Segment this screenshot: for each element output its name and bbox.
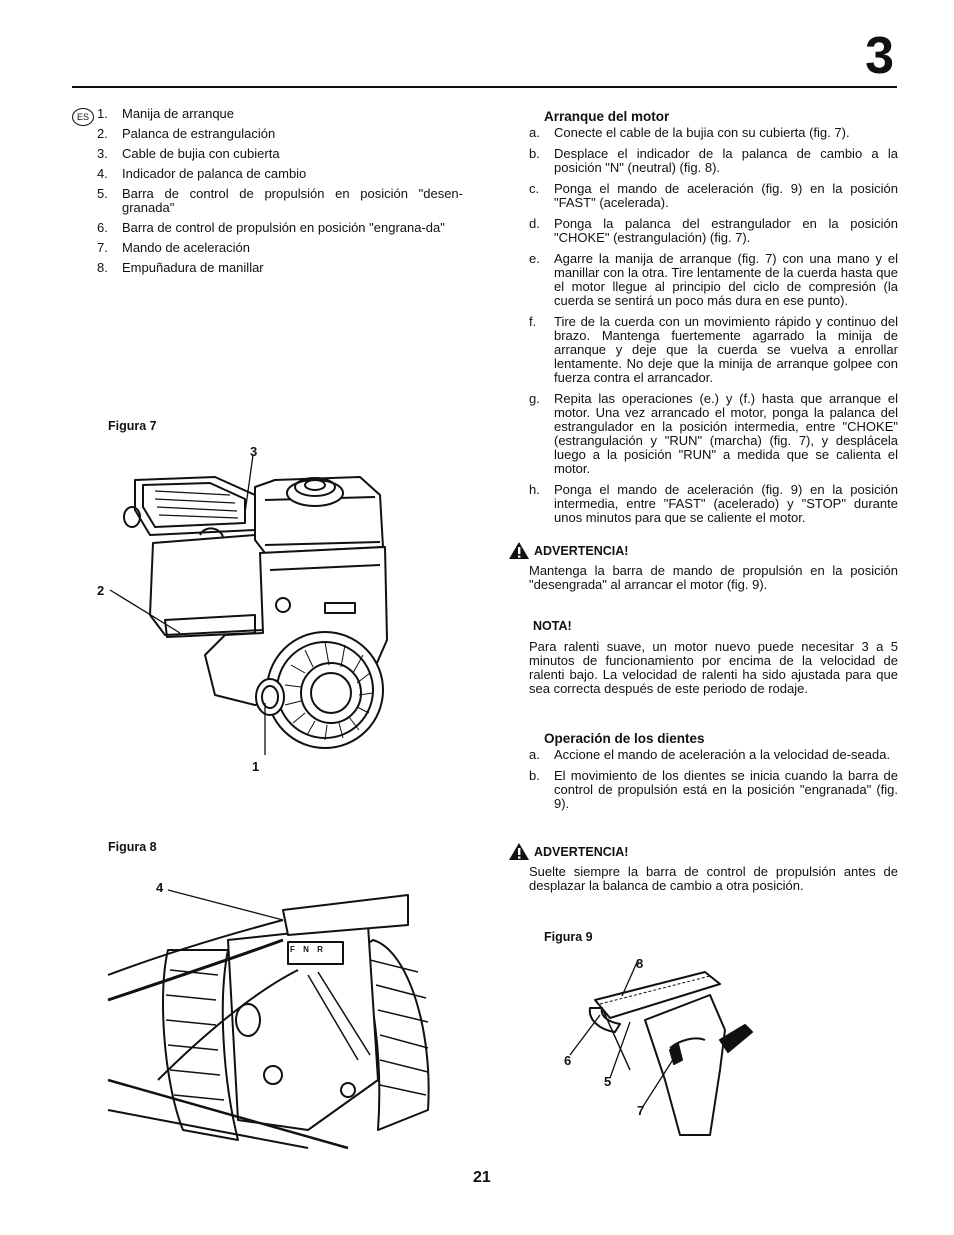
warning-1-text: Mantenga la barra de mando de propulsión en la posición "desengrada" al arrancar el motor (fig. 9).	[529, 563, 898, 592]
fig9-callout-5: 5	[604, 1074, 612, 1089]
fig9-callout-8: 8	[636, 956, 644, 971]
start-step	[529, 147, 898, 175]
legend-item-text: Cable de bujia con cubierta	[122, 146, 280, 161]
fig9-callout-6: 6	[564, 1053, 572, 1068]
figure-7-label: Figura 7	[108, 419, 157, 433]
warning-2-header	[508, 842, 628, 861]
handlebar-controls-illustration	[570, 960, 760, 1140]
start-step	[529, 126, 898, 140]
step-letter: e.	[529, 251, 540, 266]
step-text: Accione el mando de aceleración a la velocidad de-seada.	[554, 747, 891, 762]
legend-item-number: 3.	[97, 146, 108, 161]
legend-item	[97, 261, 463, 275]
page-number: 21	[473, 1169, 491, 1186]
start-step	[529, 252, 898, 308]
chapter-number: 3	[865, 27, 894, 85]
warning-2-title: ADVERTENCIA!	[534, 844, 629, 859]
tines-step	[529, 769, 898, 811]
step-letter: b.	[529, 146, 540, 161]
legend-item	[97, 107, 463, 121]
step-letter: c.	[529, 181, 540, 196]
legend-item-number: 8.	[97, 260, 108, 275]
language-badge: ES	[72, 108, 94, 126]
fig8-callout-4: 4	[156, 880, 164, 895]
engine-illustration	[105, 455, 405, 755]
parts-legend	[97, 107, 463, 281]
legend-item-text: Mando de aceleración	[122, 240, 250, 255]
step-text: Conecte el cable de la bujia con su cubierta (fig. 7).	[554, 125, 850, 140]
warning-1-title: ADVERTENCIA!	[534, 543, 629, 558]
start-section-title: Arranque del motor	[544, 109, 670, 124]
legend-item-number: 2.	[97, 126, 108, 141]
legend-item	[97, 147, 463, 161]
legend-item-text: Palanca de estrangulación	[122, 126, 276, 141]
step-text: El movimiento de los dientes se inicia cuando la barra de control de propulsión está en la posición "engranada" (fig. 9).	[554, 768, 898, 811]
shift-indicator-letters: F N R	[290, 945, 326, 954]
start-step	[529, 182, 898, 210]
fig7-callout-3: 3	[250, 444, 258, 459]
step-text: Agarre la manija de arranque (fig. 7) con una mano y el manillar con la otra. Tire lentamente de la cuerda hasta que el motor llegue al principio del ciclo de compresión (la cuerda se sentirá un poco más dura en ese punto).	[554, 251, 898, 308]
figure-9-label: Figura 9	[544, 930, 593, 944]
step-text: Ponga el mando de aceleración (fig. 9) en la posición "FAST" (acelerada).	[554, 181, 898, 210]
fig7-callout-2: 2	[97, 583, 105, 598]
legend-item-number: 6.	[97, 220, 108, 235]
start-section	[529, 110, 898, 532]
note-text: Para ralenti suave, un motor nuevo puede necesitar 3 a 5 minutos de funcionamiento por encima de la velocidad de ralenti bajo. La velocidad de ralenti ha sido ajustada para que sea correcta después de este periodo de rodaje.	[529, 639, 898, 696]
fig9-callout-7: 7	[637, 1103, 645, 1118]
legend-item-number: 1.	[97, 106, 108, 121]
step-text: Tire de la cuerda con un movimiento rápido y continuo del brazo. Mantenga fuertemente agarrado la minija de arranque y deje que la cuerda se vuelva a enrollar lentamente. No deje que la minija de arranque golpee con fuerza contra el arrancador.	[554, 314, 898, 385]
legend-item-number: 4.	[97, 166, 108, 181]
legend-item-text: Barra de control de propulsión en posición "desen-granada"	[122, 186, 463, 215]
header-rule	[72, 86, 897, 88]
warning-2-text: Suelte siempre la barra de control de propulsión antes de desplazar la balanca de cambio a otra posición.	[529, 864, 898, 893]
warning-1-header	[508, 541, 628, 560]
step-letter: g.	[529, 391, 540, 406]
legend-item	[97, 167, 463, 181]
step-letter: a.	[529, 125, 540, 140]
figure-8-label: Figura 8	[108, 840, 157, 854]
note-title: NOTA!	[533, 619, 572, 633]
legend-item-text: Indicador de palanca de cambio	[122, 166, 307, 181]
start-step	[529, 483, 898, 525]
start-step	[529, 392, 898, 476]
step-text: Desplace el indicador de la palanca de cambio a la posición "N" (neutral) (fig. 8).	[554, 146, 898, 175]
legend-item	[97, 187, 463, 215]
legend-item-text: Barra de control de propulsión en posición "engrana-da"	[122, 220, 445, 235]
shift-lever-illustration	[108, 880, 443, 1148]
legend-item	[97, 127, 463, 141]
step-text: Ponga el mando de aceleración (fig. 9) en la posición intermedia, entre "FAST" (acelerado) y "STOP" durante unos minutos para que se caliente el motor.	[554, 482, 898, 525]
legend-item-text: Manija de arranque	[122, 106, 235, 121]
tines-section-title: Operación de los dientes	[544, 731, 705, 746]
legend-item	[97, 241, 463, 255]
tines-steps	[529, 748, 898, 811]
fig7-callout-1: 1	[252, 759, 260, 774]
warning-triangle-icon	[508, 842, 530, 861]
step-text: Repita las operaciones (e.) y (f.) hasta que arranque el motor. Una vez arrancado el motor, ponga la palanca del estrangulador en la posición intermedia, entre "CHOKE" (estrangulación y "RUN" (marcha) (fig. 7), y desplácela luego a la posición "RUN" a medida que se calienta el motor.	[554, 391, 898, 476]
start-step	[529, 217, 898, 245]
start-steps	[529, 126, 898, 525]
tines-step	[529, 748, 898, 762]
legend-item-number: 5.	[97, 186, 108, 201]
legend-item	[97, 221, 463, 235]
step-letter: b.	[529, 768, 540, 783]
step-text: Ponga la palanca del estrangulador en la posición "CHOKE" (estrangulación) (fig. 7).	[554, 216, 898, 245]
warning-triangle-icon	[508, 541, 530, 560]
step-letter: a.	[529, 747, 540, 762]
step-letter: f.	[529, 314, 537, 329]
legend-item-number: 7.	[97, 240, 108, 255]
legend-item-text: Empuñadura de manillar	[122, 260, 264, 275]
tines-section	[529, 732, 898, 818]
step-letter: d.	[529, 216, 540, 231]
start-step	[529, 315, 898, 385]
step-letter: h.	[529, 482, 540, 497]
